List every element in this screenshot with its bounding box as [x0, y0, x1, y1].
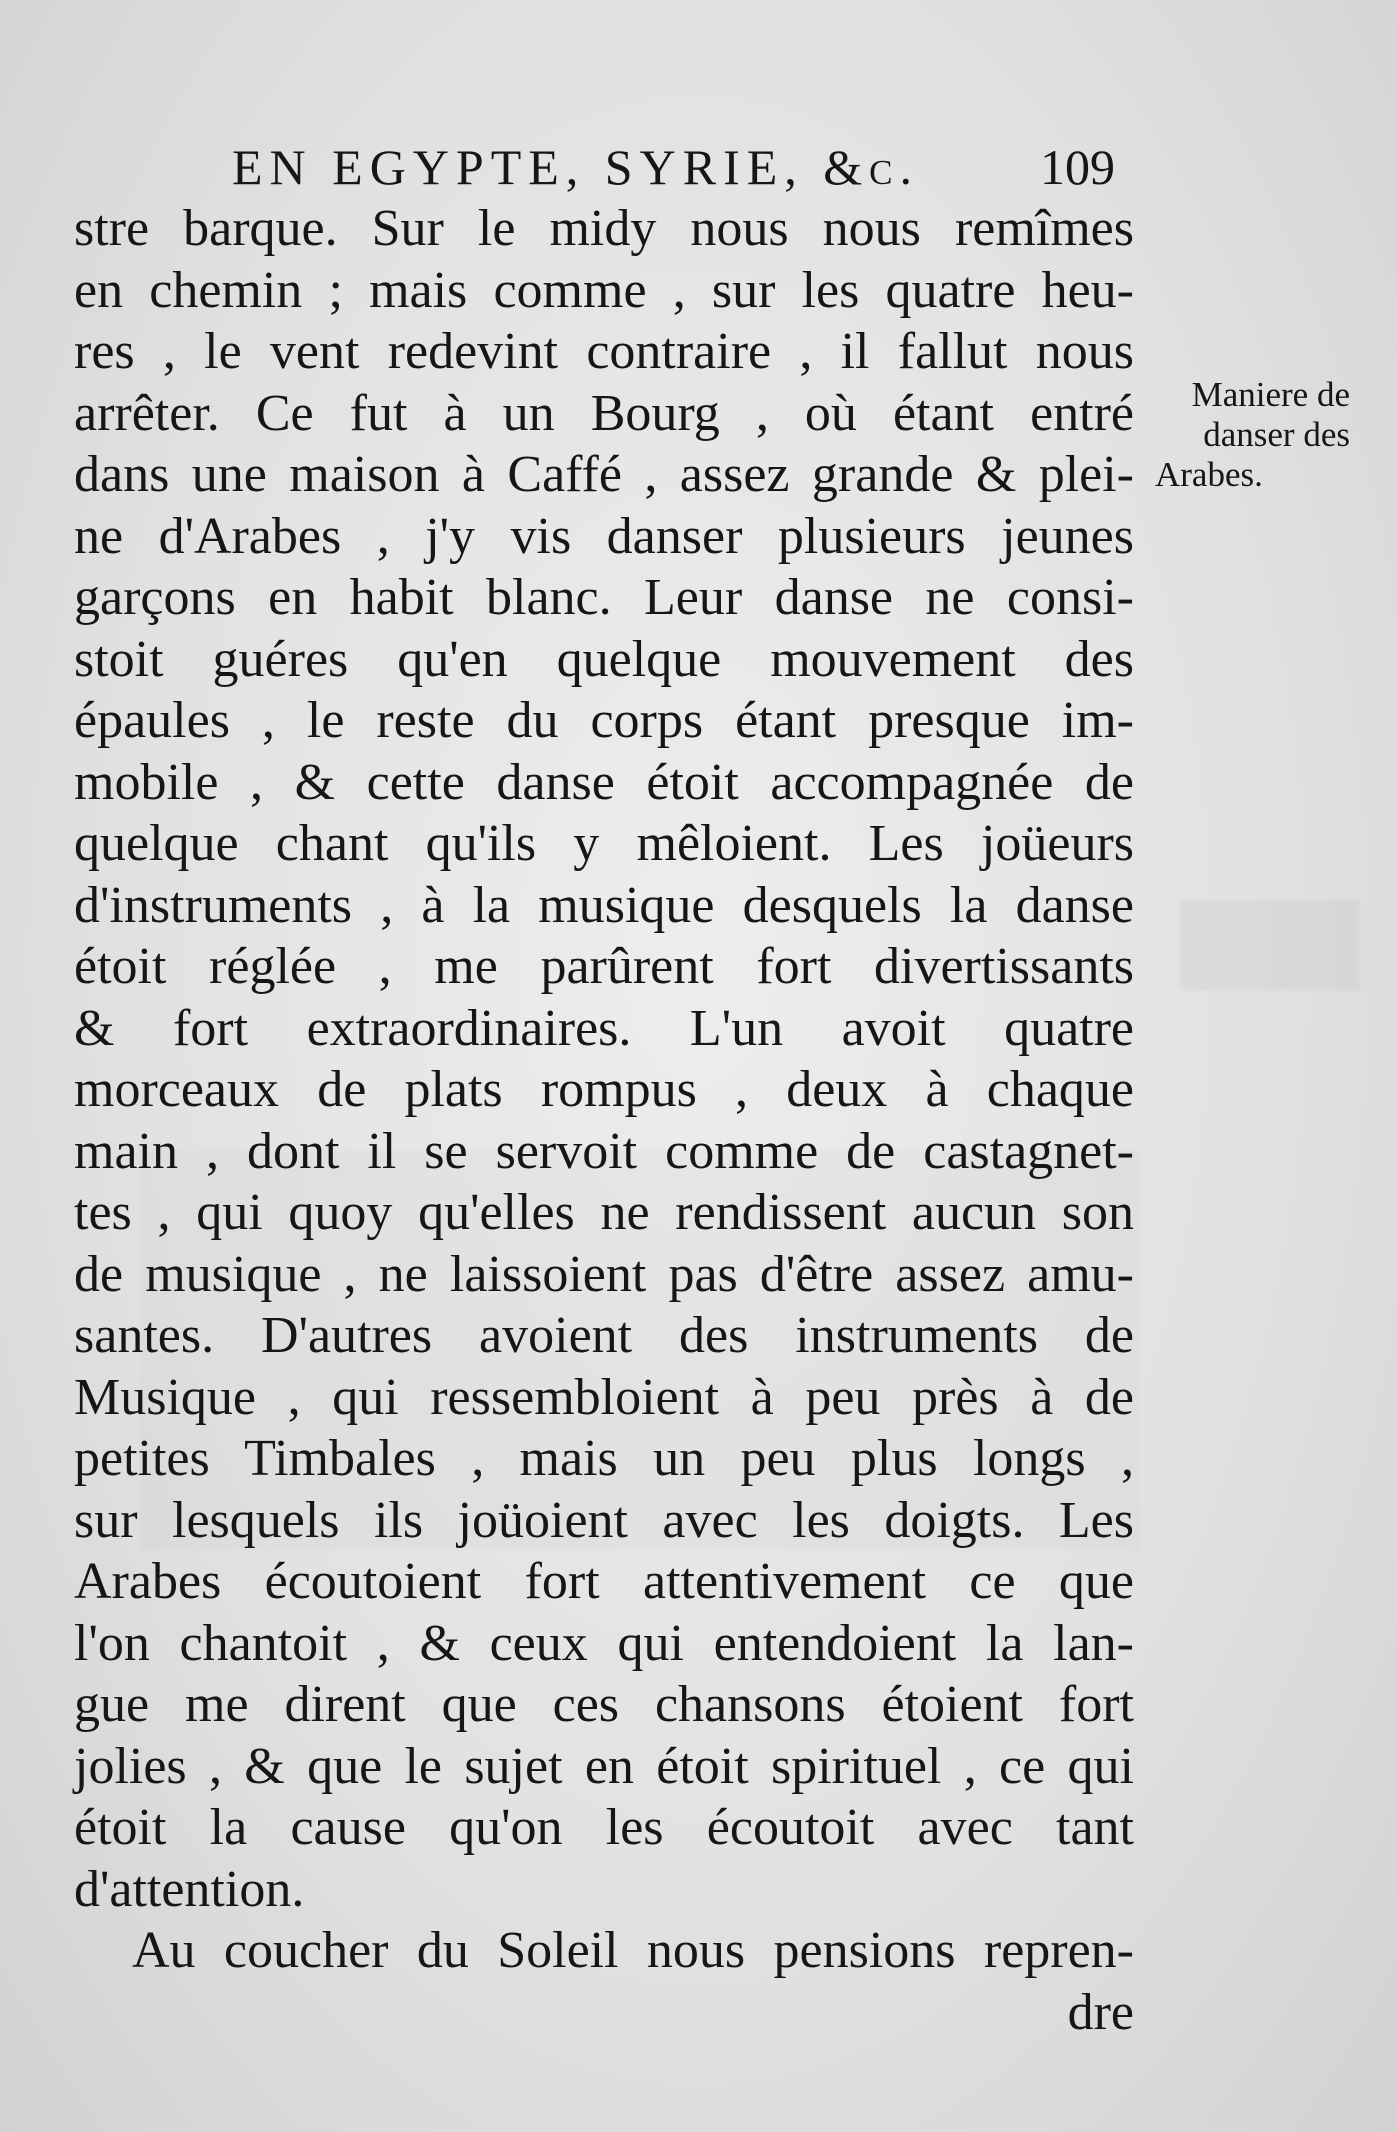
- margin-note-line: Maniere de: [1191, 375, 1350, 414]
- catchword: dre: [1067, 1983, 1134, 2041]
- text-line: & fort extraordinaires. L'un avoit quatre: [74, 999, 1134, 1057]
- text-line: dans une maison à Caffé , assez grande & plei-: [74, 446, 1134, 503]
- margin-note-line: Arabes.: [1155, 455, 1263, 494]
- show-through-shadow: [1180, 900, 1360, 990]
- page-number: 109: [1040, 139, 1115, 195]
- text-line: morceaux de plats rompus , deux à chaque: [74, 1061, 1134, 1118]
- margin-note-line: danser des: [1203, 415, 1350, 454]
- body-text: [74, 198, 1134, 2043]
- text-line: arrêter. Ce fut à un Bourg , où étant entré: [74, 384, 1134, 442]
- text-line: garçons en habit blanc. Leur danse ne consi-: [74, 569, 1134, 626]
- text-line: petites Timbales , mais un peu plus longs ,: [74, 1430, 1134, 1487]
- text-line: sur lesquels ils joüoient avec les doigts. Les: [74, 1491, 1134, 1549]
- text-line: santes. D'autres avoient des instruments de: [74, 1307, 1134, 1364]
- margin-note: [1150, 375, 1350, 495]
- text-line: l'on chantoit , & ceux qui entendoient la lan-: [74, 1614, 1134, 1672]
- text-line: d'attention.: [74, 1860, 305, 1918]
- page-header: [0, 0, 1397, 210]
- text-line: épaules , le reste du corps étant presque im-: [74, 692, 1134, 749]
- text-line: en chemin ; mais comme , sur les quatre heu-: [74, 261, 1134, 319]
- text-line: stre barque. Sur le midy nous nous remîmes: [74, 200, 1134, 257]
- running-title: EN EGYPTE, SYRIE, &c.: [232, 139, 919, 195]
- text-line: ne d'Arabes , j'y vis danser plusieurs jeunes: [74, 507, 1134, 565]
- text-line: quelque chant qu'ils y mêloient. Les joüeurs: [74, 815, 1134, 872]
- text-line: de musique , ne laissoient pas d'être assez amu-: [74, 1245, 1134, 1303]
- text-line: étoit réglée , me parûrent fort divertissants: [74, 938, 1134, 995]
- text-line: étoit la cause qu'on les écoutoit avec tant: [74, 1799, 1134, 1856]
- text-line: jolies , & que le sujet en étoit spirituel , ce qui: [74, 1737, 1134, 1795]
- text-line: Au coucher du Soleil nous pensions repren-: [132, 1922, 1134, 1979]
- text-line: Musique , qui ressembloient à peu près à de: [74, 1368, 1134, 1426]
- text-line: res , le vent redevint contraire , il fallut nous: [74, 323, 1134, 380]
- text-line: main , dont il se servoit comme de castagnet-: [74, 1122, 1134, 1180]
- text-line: gue me dirent que ces chansons étoient fort: [74, 1676, 1134, 1733]
- text-line: tes , qui quoy qu'elles ne rendissent aucun son: [74, 1184, 1134, 1241]
- text-line: d'instruments , à la musique desquels la danse: [74, 876, 1134, 934]
- text-line: Arabes écoutoient fort attentivement ce que: [74, 1553, 1134, 1610]
- text-line: mobile , & cette danse étoit accompagnée de: [74, 753, 1134, 811]
- text-line: stoit guéres qu'en quelque mouvement des: [74, 630, 1134, 688]
